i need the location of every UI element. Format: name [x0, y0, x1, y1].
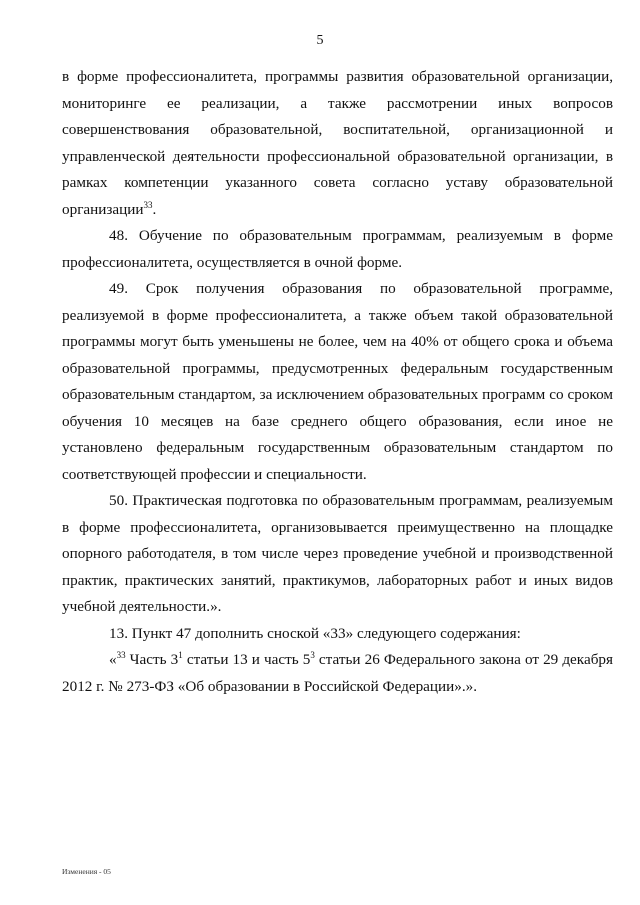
footnote-open-quote: « — [109, 651, 117, 668]
footnote-text-part3: статьи 26 Федерального закона от 29 декабря 2012 г. № 273-ФЗ «Об образовании в Российской Федерации».». — [62, 651, 613, 695]
footnote-number: 33 — [116, 650, 126, 660]
paragraph-continuation — [62, 64, 613, 223]
page-footer: Изменения - 05 — [62, 867, 111, 876]
footnote-sup-1: 1 — [178, 650, 183, 660]
paragraph-50: 50. Практическая подготовка по образовательным программам, реализуемым в форме профессионалитета, организовывается преимущественно на площадке опорного работодателя, в том числе через проведение учебной и производственной практик, практических занятий, практикумов, лабораторных работ и иных видов учебной деятельности.». — [62, 492, 613, 615]
paragraph-continuation-end: . — [152, 200, 157, 218]
footnote-text-part2: статьи 13 и часть 5 — [182, 651, 311, 668]
paragraph-continuation-text: в форме профессионалитета, программы развития образовательной организации, мониторинге ее реализации, а также рассмотрении иных вопросов совершенствования образовательной, воспитательной, организационной и управленческой деятельности профессиональной образовательной организации, в рамках компетенции указанного совета согласно уставу образовательной организации — [62, 68, 613, 218]
paragraph-48: 48. Обучение по образовательным программам, реализуемым в форме профессионалитета, осуществляется в очной форме. — [62, 227, 613, 271]
page-number: 5 — [316, 33, 324, 48]
footnote-text — [62, 647, 613, 700]
footnote-sup-3: 3 — [310, 650, 315, 660]
footnote-ref: 33 — [143, 199, 153, 210]
paragraph-49: 49. Срок получения образования по образовательной программе, реализуемой в форме профессионалитета, а также объем такой образовательной программы могут быть уменьшены не более, чем на 40% от общего срока и объема образовательной программы, предусмотренных федеральным государственным образовательным стандартом, за исключением образовательных программ со сроком обучения 10 месяцев на базе среднего общего образования, если иное не установлено федеральным государственным образовательным стандартом по соответствующей профессии и специальности. — [62, 280, 613, 483]
paragraph-13: 13. Пункт 47 дополнить сноской «33» следующего содержания: — [109, 624, 521, 642]
document-body — [62, 64, 613, 700]
footnote-text-part1: Часть 3 — [125, 651, 179, 668]
